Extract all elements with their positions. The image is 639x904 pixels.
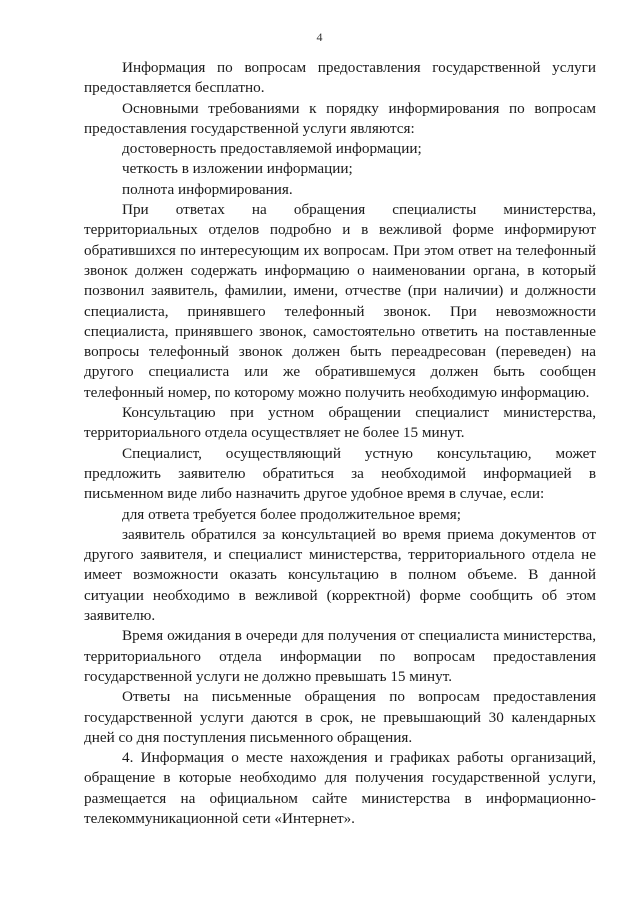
paragraph-written-form: Специалист, осуществляющий устную консультацию, может предложить заявителю обратиться за необходимой информацией в письменном виде либо назначить другое удобное время в случае, если: — [84, 444, 596, 503]
document-body — [84, 58, 596, 829]
list-item-during-reception: заявитель обратился за консультацией во время приема документов от другого заявителя, и специалист министерства, территориального отдела не имеет возможности оказать консультацию в полном объеме. В данной ситуации необходимо в вежливой (корректной) форме сообщить об этом заявителю. — [84, 525, 596, 625]
paragraph-free-info: Информация по вопросам предоставления государственной услуги предоставляется бесплатно. — [84, 59, 596, 97]
list-item-reliability: достоверность предоставляемой информации; — [122, 140, 422, 158]
paragraph-waiting-time: Время ожидания в очереди для получения от специалиста министерства, территориального отдела информации по вопросам предоставления государственной услуги не должно превышать 15 минут. — [84, 627, 596, 685]
paragraph-requirements-intro: Основными требованиями к порядку информирования по вопросам предоставления государственной услуги являются: — [84, 99, 596, 137]
list-item-clarity: четкость в изложении информации; — [122, 160, 353, 178]
paragraph-section-4: 4. Информация о месте нахождения и графиках работы организаций, обращение в которые необходимо для получения государственной услуги, размещается на официальном сайте министерства в информационно-телекоммуникационной сети «Интернет». — [84, 749, 596, 827]
paragraph-consultation-time: Консультацию при устном обращении специалист министерства, территориального отдела осуществляет не более 15 минут. — [84, 404, 596, 442]
page-number: 4 — [316, 30, 323, 44]
paragraph-phone-answers: При ответах на обращения специалисты министерства, территориальных отделов подробно и в вежливой форме информируют обратившихся по интересующим их вопросам. При этом ответ на телефонный звонок должен содержать информацию о наименовании органа, в который позвонил заявитель, фамилии, имени, отчестве (при наличии) и должности специалиста, принявшего телефонный звонок. При невозможности специалиста, принявшего звонок, самостоятельно ответить на поставленные вопросы телефонный звонок должен быть переадресован (переведен) на другого специалиста или же обратившемуся должен быть сообщен телефонный номер, по которому можно получить необходимую информацию. — [84, 201, 596, 401]
list-item-longer-time: для ответа требуется более продолжительное время; — [122, 505, 461, 523]
paragraph-written-answers: Ответы на письменные обращения по вопросам предоставления государственной услуги даются в срок, не превышающий 30 календарных дней со дня поступления письменного обращения. — [84, 688, 596, 746]
list-item-completeness: полнота информирования. — [122, 180, 293, 198]
